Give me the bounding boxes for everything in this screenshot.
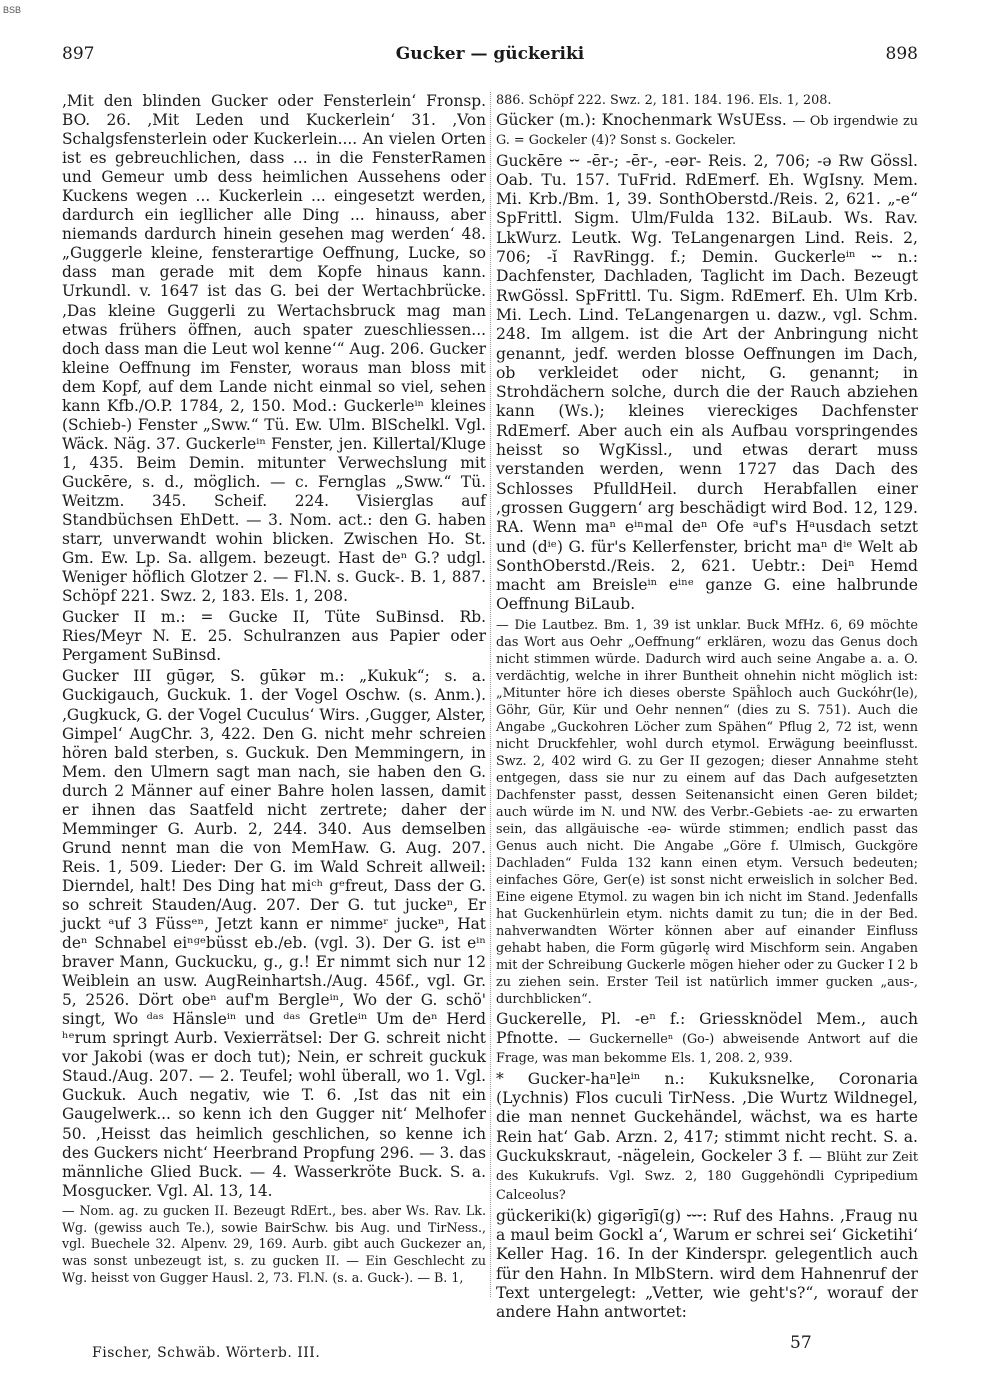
entry-guecker-note: — Ob irgendwie zu G. = Gockeler (4)? Sonst s. Gockeler. [496,114,918,149]
left-column [62,92,486,1289]
footer-publisher: Fischer, Schwäb. Wörterb. III. [92,1345,321,1361]
left-paragraph-1: ‚Mit den blinden Gucker oder Fensterlein‘ Fronsp. BO. 26. ‚Mit Leden und Kuckerlein‘ 31. ‚Von Schalgsfensterlein oder Kuckerlein.... An vielen Orten ist es gebreuchlichen, dass ... in die FensterRamen und Gemeur umb dess heimlichen Aussehens oder Kuckens wegen ... Kuckerlein ... eingesetzt werden, dardurch ein iegllicher alle Ding ... hinauss, aber niemands dardurch hinein gesehen mag werden‘ 48. „Guggerle kleine, fensterartige Oeffnung, Lucke, so dass man gerade mit dem Kopfe hinaus kann. Urkundl. v. 1647 ist das G. bei der Wertachbrücke. ‚Das kleine Guggerli zu Wertachsbruck mag man etwas frühers öffnen, auch spater zueschliessen... doch dass man die Leut wol kenne‘“ Aug. 206. Gucker kleine Oeffnung im Fenster, woraus man bloss mit dem Kopf, auf dem Lande nicht einmal so viel, sehen kann Kfb./O.P. 1784, 2, 150. Mod.: Guckerleⁱⁿ kleines (Schieb-) Fenster „Sww.“ Tü. Ew. Ulm. BlSchelkl. Vgl. Wäck. Näg. 37. Guckerleⁱⁿ Fenster, jen. Killertal/Kluge 1, 435. Beim Demin. mitunter Verwechslung mit Guckēre, s. d., möglich. — c. Fernglas „Sww.“ Tü. Weitzm. 345. Scheif. 224. Visierglas auf Standbüchsen EhDett. — 3. Nom. act.: den G. haben starr, unverwandt wohin blicken. Zwischen Ho. St. Gm. Ew. Lp. Sa. allgem. bezeugt. Hast deⁿ G.? udgl. Weniger höflich Glotzer 2. — Fl.N. s. Guck-. B. 1, 887. Schöpf 221. Swz. 2, 183. Els. 1, 208. [62,92,486,606]
right-column [496,92,918,1324]
entry-guckere: Guckēre ⏑⏑ -ēr-; -ēr-, -eər- Reis. 2, 706; -ə Rw Gössl. Oab. Tu. 157. TuFrid. RdEmerf. Eh. WgIsny. Mem. Mi. Krb./Bm. 1, 39. SonthOberstd./Reis. 2, 621. „-e“ SpFrittl. Sigm. Ulm/Fulda 132. BiLaub. Ws. Rav. LkWurz. Leutk. Wg. TeLangenargen Lind. Reis. 2, 706; -ĭ RavRingg. f.; Demin. Guckerleⁱⁿ ⏑⏑ n.: Dachfenster, Dachladen, Taglicht im Dach. Bezeugt RwGössl. SpFrittl. Tu. Sigm. RdEmerf. Eh. Ulm Krb. Mi. Lech. Lind. TeLangenargen u. dazw., vgl. Schm. 248. Im allgem. ist die Art der Anbringung nicht genannt, jedf. werden blosse Oeffnungen im Dach, ob verkleidet oder nicht, G. genannt; in Strohdächern solche, durch die der Rauch abziehen kann (Ws.); kleines viereckiges Dachfenster RdEmerf. Aber auch ein als Aufbau vorspringendes heisst so WgKissl., und etwas derart muss verstanden werden, wenn 1727 das Dach des Schlosses PfulldHeil. durch Herabfallen einer ‚grossen Guggern‘ arg beschädigt wird Bod. 12, 129. RA. Wenn maⁿ eⁱⁿmal deⁿ Ofe ᵃuf's Hᵃusdach setzt und (dⁱᵉ) G. für's Kellerfenster, bricht maⁿ dⁱᵉ Welt ab SonthOberstd./Reis. 2, 621. Uebtr.: Deiⁿ Hemd macht am Breisleⁱⁿ eⁱⁿᵉ ganze G. eine halbrunde Oeffnung BiLaub. [496,151,918,614]
running-title: Gucker — gückeriki [395,44,585,64]
entry-gueckeriki: gückeriki(k) gigərīgī(g) ⏑⏑⏑: Ruf des Hahns. ‚Fraug nu a maul beim Gockl a‘, Warum er schrei sei‘ Gicketihi‘ Keller Hag. 16. In der Kinderspr. gelegentlich auch für den Hahn. In MlbStern. wird dem Hahnenruf der Text untergelegt: „Vetter, wie geht's?“, worauf der andere Hahn antwortet: [496,1206,918,1322]
footer-sheet-number: 57 [790,1333,812,1353]
entry-gucker-hanlein-note: — Blüht zur Zeit des Kukukrufs. Vgl. Swz. 2, 180 Guggehöndli Cypripedium Calceolus? [496,1149,918,1204]
library-stamp: BSB [3,5,22,15]
entry-gucker-ii: Gucker II m.: = Gucke II, Tüte SuBinsd. Rb. Ries/Meyr N. E. 25. Schulranzen aus Papier oder Pergament SuBinsd. [62,608,486,665]
entry-guckerelle-note: — Guckernelleⁿ (Go-) abweisende Antwort auf die Frage, was man bekomme Els. 1, 208. 2, 939. [496,1032,918,1067]
entry-guckerelle-text: Guckerelle, Pl. -eⁿ f.: Griessknödel Mem., auch Pfnotte. [496,1009,918,1048]
page-header [62,44,918,68]
entry-guecker-text: Gücker (m.): Knochenmark WsUEss. [496,111,787,129]
page-number-left: 897 [62,44,95,64]
entry-guckere-note: — Die Lautbez. Bm. 1, 39 ist unklar. Buck MfHz. 6, 69 möchte das Wort aus Oehr „Oeffnung“ erklären, wozu das Genus doch nicht stimmen würde. Dadurch wird auch seine Angabe a. a. O. verdächtig, welche in ihrer Buntheit ohnehin nicht möglich ist: „Mitunter höre ich dieses oberste Späĥloch auch Guckóhr(le), Göhr, Gür, Kür und Oehr nennen“ (dies zu S. 751). Auch die Angabe „Guckohren Löcher zum Spähen“ Pflug 2, 72 ist, wenn nicht Druckfehler, wohl durch etymol. Erwägung beeinflusst. Swz. 2, 402 wird G. zu Ger II gezogen; dieser Annahme steht entgegen, dass sie nur zu einem auf das Dach aufgesetzten Dachfenster passt, dessen Seitenansicht einen Geren bildet; auch würde im N. und NW. des Verbr.-Gebiets -ae- zu erwarten sein, das allgäuische -eə- würde stimmen; endlich passt das Genus auch nicht. Die Angabe „Göre f. Ulmisch, Guckgöre Dachladen“ Fulda 132 kann einen etym. Versuch bedeuten; einfaches Göre, Ger(e) ist sonst nicht erweislich in solcher Bed. Eine eigene Etymol. zu wagen bin ich nicht im Stand. Jedenfalls hat Guckenhürlein etym. nichts damit zu tun; die in der Bed. nahverwandten Wörter können aber auf einander Einfluss gehabt haben, die Form gūgərlę wird Mischform sein. Angaben mit der Schreibung Guckerle mögen hieher oder zu Gucker I 2 b zu ziehen sein. Erster Teil ist natürlich immer gucken „aus-, durchblicken“. [496,617,918,1007]
entry-gucker-iii: Gucker III gūgər, S. gūkər m.: „Kukuk“; s. a. Guckigauch, Guckuk. 1. der Vogel Oschw. (s. Anm.). ‚Gugkuck, G. der Vogel Cuculus‘ Wirs. ‚Gugger, Alster, Gimpel‘ AugChr. 3, 422. Den G. nicht mehr schreien hören bald sterben, s. Guckuk. Den Memmingern, in Mem. den Ulmern sagt man nach, sie haben den G. durch 2 Männer auf einer Bahre holen lassen, damit er ihnen das Saatfeld nicht zertrete; daher der Memminger G. Aurb. 2, 244. 340. Aus demselben Grund nennt man die von MemHaw. G. Aug. 207. Reis. 1, 509. Lieder: Der G. im Wald Schreit allweil: Dierndel, halt! Des Ding hat miᶜʰ gᵉfreut, Dass der G. so schreit Stauden/Aug. 207. Der G. tut juckeⁿ, Er juckt ᵃuf 3 Füssᵉⁿ, Jetzt kann er nimmeʳ juckeⁿ, Hat deⁿ Schnabel eiⁿᵍᵉbüsst eb./eb. (vgl. 3). Der G. ist eⁱⁿ braver Mann, Guckucku, g., g.! Er nimmt sich nur 12 Weiblein an usw. AugReinhartsh./Aug. 456f., vgl. Gr. 5, 2526. Dört obeⁿ auf'm Bergleⁱⁿ, Wo der G. schö' singt, Wo ᵈᵃˢ Hänsleⁱⁿ und ᵈᵃˢ Gretleⁱⁿ Um deⁿ Herd ʰᵉrum springt Aurb. Vexierrätsel: Der G. schreit nicht vor Jakobi (was er doch tut); Nein, er schreit guckuk Staud./Aug. 207. — 2. Teufel; wohl überall, wo 1. Vgl. Guckuk. Auch negativ, wie T. 6. ‚Ist das nit ein Gaugelwerk... so kenn ich den Gugger nit‘ Melhofer 50. ‚Heisst das heimlich geschlichen, so kenne ich des Guckers nicht‘ Heerbrand Propfung 296. — 3. das männliche Glied Buck. — 4. Wasserkröte Buck. S. a. Mosgucker. Vgl. Al. 13, 14. [62,667,486,1200]
column-divider [490,92,491,1297]
page-number-right: 898 [885,44,918,64]
entry-guckerelle [496,1010,918,1068]
right-continuation: 886. Schöpf 222. Swz. 2, 181. 184. 196. Els. 1, 208. [496,93,832,108]
entry-gucker-hanlein [496,1070,918,1205]
entry-gucker-hanlein-text: * Gucker-haⁿleⁱⁿ n.: Kukuksnelke, Coronaria (Lychnis) Flos cuculi TirNess. ‚Die Wurtz Wildnegel, die man nennet Guckehändel, wächst, wa es harte Rein hat‘ Gab. Arzn. 2, 417; stimmt nicht recht. S. a. Guckukskraut, -nägelein, Gockeler 3 f. [496,1069,918,1165]
entry-guecker [496,111,918,150]
entry-gucker-iii-note: — Nom. ag. zu gucken II. Bezeugt RdErt., bes. aber Ws. Rav. Lk. Wg. (gewiss auch Te.), sowie BairSchw. bis Aug. und TirNess., vgl. Buechele 32. Alpenv. 29, 169. Aurb. gibt auch Guckezer an, was sonst unbezeugt ist, s. zu gucken II. — Ein Geschlecht zu Wg. heisst von Gugger Hausl. 2, 73. Fl.N. (s. a. Guck-). — B. 1, [62,1202,486,1285]
